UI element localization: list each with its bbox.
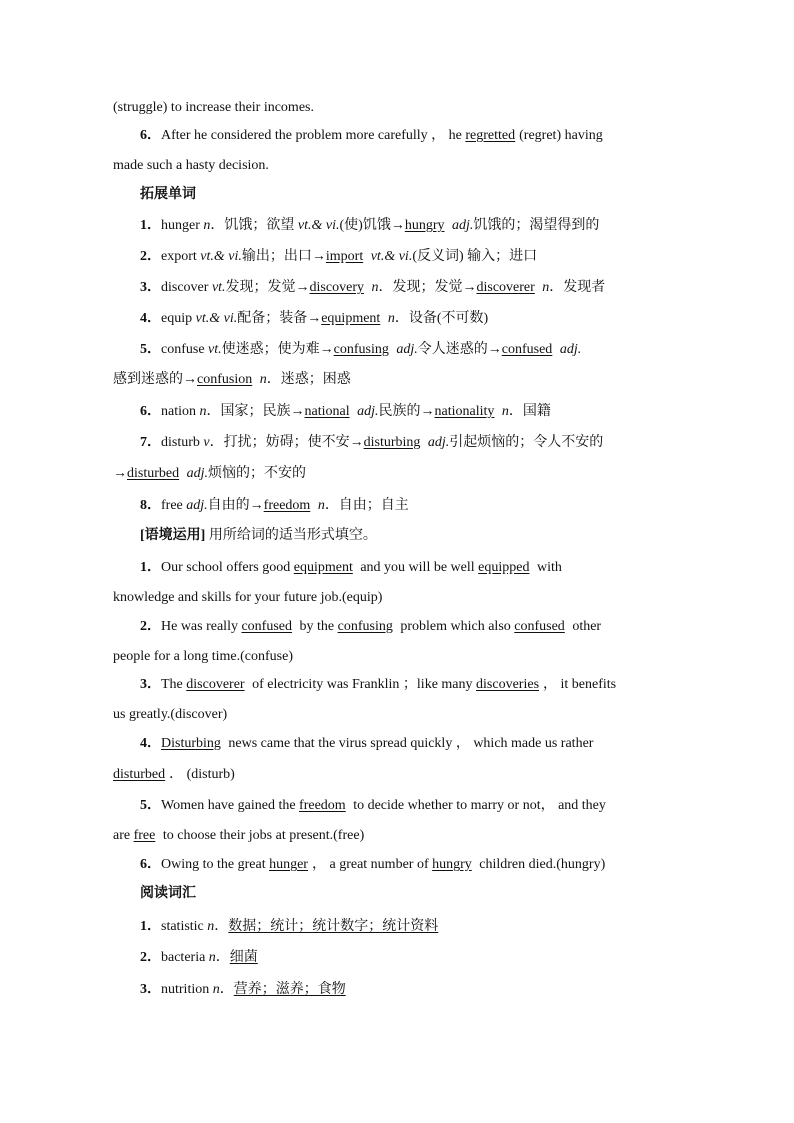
text-run: ．发现者 bbox=[549, 280, 606, 295]
text-run: 令人迷惑的→ bbox=[417, 342, 502, 357]
text-line bbox=[140, 340, 710, 360]
part-of-speech: n bbox=[212, 982, 220, 997]
text-run: other bbox=[568, 619, 602, 634]
answer-blank: disturbing bbox=[363, 435, 421, 450]
text-run: (regret) having bbox=[519, 128, 603, 143]
part-of-speech: n bbox=[387, 311, 395, 326]
part-of-speech: n bbox=[371, 280, 379, 295]
text-line bbox=[113, 370, 683, 390]
text-line bbox=[113, 647, 683, 667]
text-run: of electricity was Franklin ；like many bbox=[248, 677, 477, 692]
part-of-speech: adj. bbox=[452, 218, 474, 233]
text-run: problem which also bbox=[396, 619, 515, 634]
item-number: 2． bbox=[140, 950, 161, 965]
part-of-speech: adj. bbox=[186, 466, 208, 481]
text-line bbox=[140, 734, 710, 754]
item-number: 2． bbox=[140, 249, 161, 264]
text-run: nutrition bbox=[161, 982, 213, 997]
text-line bbox=[140, 948, 710, 968]
text-run: 自由的→ bbox=[207, 498, 264, 513]
text-run: disturb bbox=[161, 435, 204, 450]
part-of-speech: adj. bbox=[396, 342, 418, 357]
part-of-speech: n bbox=[501, 404, 509, 419]
text-run: by the bbox=[296, 619, 338, 634]
text-line bbox=[140, 855, 710, 875]
answer-blank: confused bbox=[241, 619, 293, 634]
text-line bbox=[140, 917, 710, 937]
item-number: 6． bbox=[140, 857, 161, 872]
answer-blank: hunger bbox=[269, 857, 308, 872]
text-line bbox=[140, 402, 710, 422]
answer-blank: Disturbing bbox=[161, 736, 221, 751]
answer-blank: national bbox=[304, 404, 350, 419]
text-run: news came that the virus spread quickly ， which made us rather bbox=[224, 736, 594, 751]
answer-blank: hungry bbox=[404, 218, 445, 233]
answer-blank: freedom bbox=[299, 798, 346, 813]
answer-blank: disturbed bbox=[113, 767, 166, 782]
answer-blank: confusing bbox=[337, 619, 393, 634]
answer-blank: discoveries bbox=[476, 677, 540, 692]
text-run: 感到迷惑的→ bbox=[113, 372, 197, 387]
item-number: 8． bbox=[140, 498, 161, 513]
text-run: discover bbox=[161, 280, 212, 295]
item-number: 3． bbox=[140, 677, 161, 692]
text-line bbox=[113, 705, 683, 725]
section-heading: 阅读词汇 bbox=[140, 886, 196, 901]
text-run: equip bbox=[161, 311, 196, 326]
text-run: ．发现；发觉→ bbox=[378, 280, 477, 295]
text-line bbox=[140, 617, 710, 637]
part-of-speech: vt.& vi. bbox=[200, 249, 242, 264]
text-line bbox=[140, 526, 710, 546]
text-run: 饥饿的；渴望得到的 bbox=[473, 218, 600, 233]
text-run: ． bbox=[215, 950, 230, 965]
text-run: ， a great number of bbox=[311, 857, 433, 872]
part-of-speech: n bbox=[207, 919, 215, 934]
part-of-speech: adj. bbox=[427, 435, 450, 450]
answer-blank: disturbed bbox=[127, 466, 180, 481]
text-line bbox=[113, 765, 683, 785]
text-line bbox=[140, 884, 710, 904]
text-run: hunger bbox=[161, 218, 204, 233]
text-run: 烦恼的；不安的 bbox=[208, 466, 306, 481]
text-run: made such a hasty decision. bbox=[113, 158, 269, 173]
item-number: 6． bbox=[140, 128, 161, 143]
answer-blank: discovery bbox=[309, 280, 364, 295]
text-run: The bbox=[161, 677, 187, 692]
part-of-speech: vt.& vi. bbox=[370, 249, 413, 264]
text-run: with bbox=[533, 560, 562, 575]
part-of-speech: n bbox=[199, 404, 207, 419]
text-run: knowledge and skills for your future job.(equip) bbox=[113, 590, 383, 605]
text-run: children died.(hungry) bbox=[475, 857, 606, 872]
answer-blank: equipment bbox=[321, 311, 381, 326]
text-run: 输出；出口→ bbox=[241, 249, 326, 264]
part-of-speech: n bbox=[259, 372, 267, 387]
text-line bbox=[140, 496, 710, 516]
text-run: export bbox=[161, 249, 201, 264]
part-of-speech: n bbox=[542, 280, 550, 295]
text-run: us greatly.(discover) bbox=[113, 707, 228, 722]
text-run: 配备；装备→ bbox=[237, 311, 322, 326]
text-run: 引起烦恼的；令人不安的 bbox=[449, 435, 604, 450]
text-run: ．国籍 bbox=[508, 404, 551, 419]
item-number: 6． bbox=[140, 404, 161, 419]
answer-blank: confusion bbox=[197, 372, 253, 387]
text-line bbox=[113, 588, 683, 608]
text-run: ．国家；民族→ bbox=[206, 404, 305, 419]
text-run: Women have gained the bbox=[161, 798, 300, 813]
answer-blank: 数据；统计；统计数字；统计资料 bbox=[228, 919, 439, 934]
answer-blank: import bbox=[325, 249, 364, 264]
text-run: and you will be well bbox=[356, 560, 479, 575]
part-of-speech: adj. bbox=[357, 404, 379, 419]
text-run: nation bbox=[161, 404, 200, 419]
answer-blank: free bbox=[133, 828, 156, 843]
text-run: ．迷惑；困惑 bbox=[266, 372, 351, 387]
text-run: ． (disturb) bbox=[169, 767, 235, 782]
item-number: 1． bbox=[140, 919, 161, 934]
answer-blank: equipped bbox=[478, 560, 530, 575]
text-line bbox=[140, 558, 710, 578]
text-run: to decide whether to marry or not， and they bbox=[349, 798, 606, 813]
part-of-speech: adj. bbox=[186, 498, 208, 513]
text-run: people for a long time.(confuse) bbox=[113, 649, 293, 664]
text-run: He was really bbox=[161, 619, 242, 634]
part-of-speech: vt.& vi. bbox=[297, 218, 340, 233]
item-number: 7． bbox=[140, 435, 161, 450]
text-run: (使)饥饿→ bbox=[339, 218, 405, 233]
part-of-speech: n bbox=[203, 218, 211, 233]
text-run: bacteria bbox=[161, 950, 209, 965]
text-run: ． bbox=[214, 919, 229, 934]
text-run: Owing to the great bbox=[161, 857, 270, 872]
text-run: ．饥饿；欲望 bbox=[210, 218, 298, 233]
item-number: 1． bbox=[140, 560, 161, 575]
text-line bbox=[113, 464, 683, 484]
answer-blank: discoverer bbox=[186, 677, 245, 692]
text-run: ． bbox=[219, 982, 234, 997]
text-run: (反义词) 输入；进口 bbox=[412, 249, 538, 264]
answer-blank: confused bbox=[514, 619, 565, 634]
text-run: (struggle) to increase their incomes. bbox=[113, 100, 314, 115]
text-run: Our school offers good bbox=[161, 560, 294, 575]
item-number: 4． bbox=[140, 736, 161, 751]
part-of-speech: vt. bbox=[211, 280, 226, 295]
text-line bbox=[140, 796, 710, 816]
part-of-speech: n bbox=[317, 498, 325, 513]
answer-blank: 细菌 bbox=[229, 950, 258, 965]
text-line bbox=[140, 247, 710, 267]
text-run: confuse bbox=[161, 342, 209, 357]
text-run: 使迷惑；使为难→ bbox=[221, 342, 334, 357]
answer-blank: hungry bbox=[432, 857, 472, 872]
text-run: 民族的→ bbox=[378, 404, 435, 419]
text-line bbox=[140, 185, 710, 205]
text-run: 发现；发觉→ bbox=[225, 280, 310, 295]
section-heading: [语境运用] bbox=[140, 528, 206, 543]
text-run: to choose their jobs at present.(free) bbox=[159, 828, 365, 843]
text-run: free bbox=[161, 498, 187, 513]
section-heading: 拓展单词 bbox=[140, 187, 196, 202]
item-number: 1． bbox=[140, 218, 161, 233]
text-run: statistic bbox=[161, 919, 208, 934]
answer-blank: discoverer bbox=[476, 280, 535, 295]
part-of-speech: v bbox=[203, 435, 210, 450]
text-run: After he considered the problem more carefully ， he bbox=[161, 128, 466, 143]
answer-blank: regretted bbox=[465, 128, 516, 143]
part-of-speech: vt.& vi. bbox=[195, 311, 238, 326]
answer-blank: confusing bbox=[333, 342, 389, 357]
part-of-speech: n bbox=[208, 950, 216, 965]
text-line bbox=[140, 433, 710, 453]
item-number: 5． bbox=[140, 342, 161, 357]
item-number: 4． bbox=[140, 311, 161, 326]
item-number: 3． bbox=[140, 280, 161, 295]
text-line bbox=[140, 126, 710, 146]
text-run: ．自由；自主 bbox=[324, 498, 409, 513]
answer-blank: 营养；滋养；食物 bbox=[233, 982, 346, 997]
text-line bbox=[140, 309, 710, 329]
item-number: 3． bbox=[140, 982, 161, 997]
text-run: ．打扰；妨碍；使不安→ bbox=[209, 435, 364, 450]
item-number: 2． bbox=[140, 619, 161, 634]
answer-blank: equipment bbox=[293, 560, 353, 575]
text-line bbox=[140, 278, 710, 298]
answer-blank: freedom bbox=[263, 498, 311, 513]
text-run: ．设备(不可数) bbox=[394, 311, 489, 326]
text-line bbox=[140, 675, 710, 695]
item-number: 5． bbox=[140, 798, 161, 813]
text-run: are bbox=[113, 828, 134, 843]
text-line bbox=[113, 826, 683, 846]
text-run: ， it benefits bbox=[543, 677, 617, 692]
part-of-speech: adj. bbox=[559, 342, 582, 357]
text-line bbox=[140, 216, 710, 236]
text-line bbox=[113, 156, 683, 176]
text-run: 用所给词的适当形式填空。 bbox=[205, 528, 377, 543]
text-line bbox=[140, 980, 710, 1000]
answer-blank: nationality bbox=[434, 404, 495, 419]
text-line bbox=[113, 98, 683, 118]
text-run: → bbox=[113, 466, 127, 481]
answer-blank: confused bbox=[501, 342, 553, 357]
part-of-speech: vt. bbox=[208, 342, 222, 357]
